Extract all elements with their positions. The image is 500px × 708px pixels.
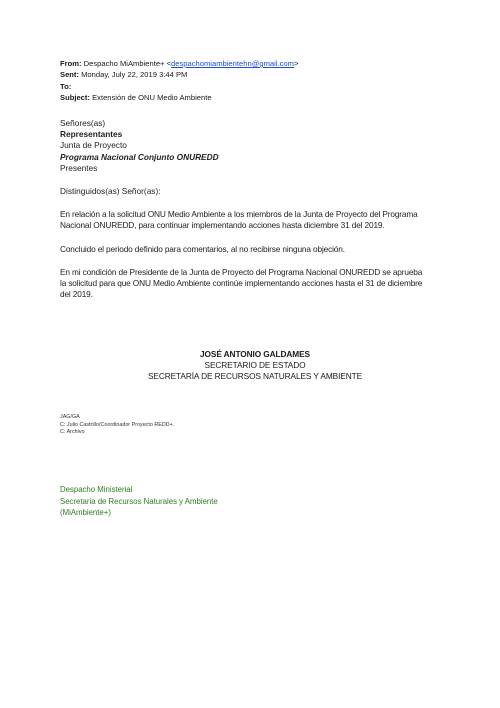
from-label: From: (60, 59, 82, 68)
sent-label: Sent: (60, 70, 79, 80)
reference-cc-2: C: Archivo (60, 429, 85, 436)
from-name: Despacho MiAmbiente+ < (83, 59, 172, 68)
addressee-line-3: Junta de Proyecto (60, 140, 127, 151)
footer-line-2: Secretaria de Recursos Naturales y Ambiente (60, 496, 218, 506)
paragraph-3-line-1: En mi condición de Presidente de la Junta de Proyecto del Programa Nacional ONUREDD se aprueba (60, 267, 423, 277)
footer-line-3: (MiAmbiente+) (60, 508, 111, 518)
reference-block (60, 414, 450, 437)
signatory-office: SECRETARÍA DE RECURSOS NATURALES Y AMBIENTE (147, 371, 363, 382)
to-line (60, 81, 450, 92)
signatory-name: JOSÉ ANTONIO GALDAMES (200, 349, 310, 359)
footer-signature (60, 484, 450, 519)
addressee-line-4: Programa Nacional Conjunto ONUREDD (60, 151, 219, 162)
paragraph-1-line-2: Nacional ONUREDD, para continuar implementando acciones hasta diciembre 31 del 2019. (60, 220, 385, 231)
sent-value: Monday, July 22, 2019 3:44 PM (81, 70, 188, 80)
signatory-title: SECRETARIO DE ESTADO (204, 360, 306, 371)
sent-line (60, 69, 450, 80)
greeting: Distinguidos(as) Señor(as): (60, 186, 161, 196)
paragraph-2 (60, 244, 450, 255)
paragraph-1-line-1: En relación a la solicitud ONU Medio Ambiente a los miembros de la Junta de Proyecto del Programa (60, 209, 418, 219)
from-close: > (293, 59, 299, 68)
addressee-block (60, 118, 450, 174)
to-label: To: (60, 81, 72, 91)
addressee-line-5: Presentes (60, 162, 98, 173)
from-line (60, 58, 450, 69)
subject-label: Subject: (60, 93, 90, 103)
paragraph-1 (60, 209, 450, 231)
signature-block (60, 349, 450, 383)
paragraph-3 (60, 267, 450, 301)
from-email-link[interactable]: despachomiambientehn@gmail.com (171, 59, 294, 68)
email-header (60, 58, 450, 104)
paragraph-2-line-1: Concluido el periodo definido para comentarios, al no recibirse ninguna objeción. (60, 244, 345, 254)
addressee-line-2: Representantes (60, 129, 123, 140)
subject-line (60, 92, 450, 103)
addressee-line-1: Señores(as) (60, 118, 106, 128)
reference-cc-1: C: Julio Castrillo/Coordinador Proyecto REDD+. (60, 421, 175, 428)
footer-line-1: Despacho Ministerial (60, 485, 133, 494)
subject-value: Extensión de ONU Medio Ambiente (92, 93, 212, 103)
reference-initials: JAG/GA (60, 414, 80, 420)
paragraph-3-line-3: del 2019. (60, 289, 93, 300)
paragraph-3-line-2: la solicitud para que ONU Medio Ambiente continúe implementando acciones hasta el 31 de diciembre (60, 278, 423, 289)
